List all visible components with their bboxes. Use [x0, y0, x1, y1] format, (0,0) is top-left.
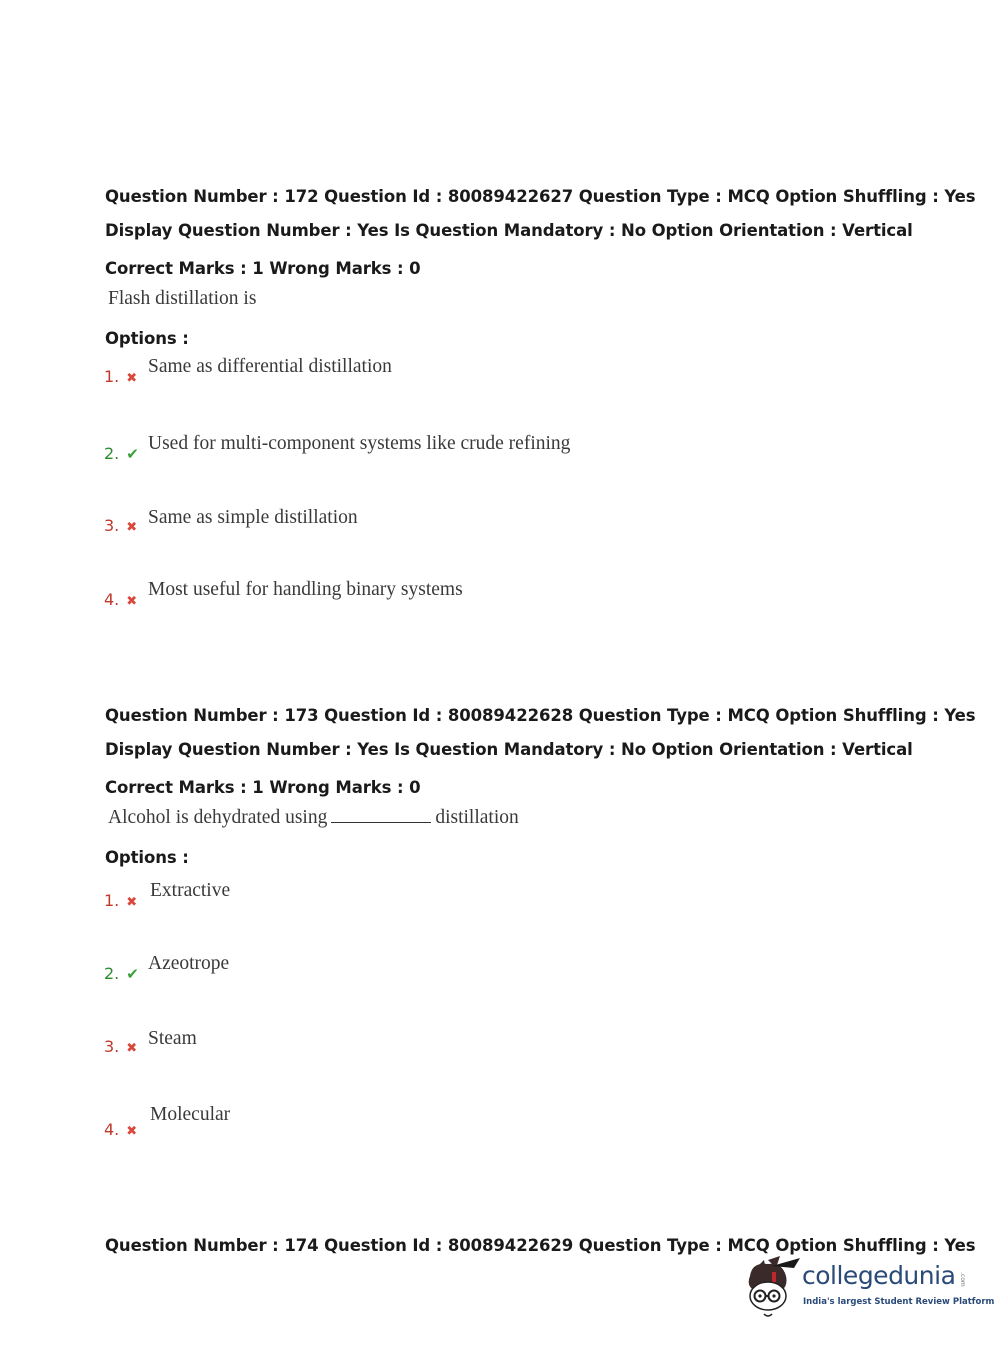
question-172-options-label: Options : [105, 329, 189, 348]
logo-suffix: .com [959, 1272, 966, 1287]
q172-option-3-number: 3. ✖ [104, 516, 138, 535]
cross-icon: ✖ [126, 1041, 138, 1056]
question-173-marks: Correct Marks : 1 Wrong Marks : 0 [105, 778, 421, 797]
collegedunia-logo [742, 1256, 995, 1318]
question-173-stem: Alcohol is dehydrated using distillation [108, 807, 519, 828]
question-174-meta-line-1: Question Number : 174 Question Id : 80089422629 Question Type : MCQ Option Shuffling : Yes [105, 1236, 976, 1255]
question-173-options-label: Options : [105, 848, 189, 867]
question-173-meta-line-2: Display Question Number : Yes Is Question Mandatory : No Option Orientation : Vertical [105, 740, 913, 759]
cross-icon: ✖ [126, 1124, 138, 1139]
cross-icon: ✖ [126, 594, 138, 609]
question-173-meta-line-1: Question Number : 173 Question Id : 80089422628 Question Type : MCQ Option Shuffling : Yes [105, 706, 976, 725]
q173-option-4-text: Molecular [150, 1104, 231, 1125]
q173-option-1-number: 1. ✖ [104, 891, 138, 910]
q173-option-3-text: Steam [148, 1028, 197, 1049]
logo-tagline: India's largest Student Review Platform [803, 1297, 995, 1307]
cross-icon: ✖ [126, 895, 138, 910]
q173-option-3-number: 3. ✖ [104, 1037, 138, 1056]
check-icon: ✔ [126, 445, 139, 463]
q173-option-1-text: Extractive [150, 880, 231, 901]
question-172-meta-line-1: Question Number : 172 Question Id : 80089422627 Question Type : MCQ Option Shuffling : Yes [105, 187, 976, 206]
cross-icon: ✖ [126, 520, 138, 535]
question-172-stem: Flash distillation is [108, 288, 257, 309]
q173-option-2-number: 2. ✔ [104, 964, 139, 983]
q172-option-3-text: Same as simple distillation [148, 507, 358, 528]
q172-option-2-text: Used for multi-component systems like crude refining [148, 433, 571, 454]
q172-option-2-number: 2. ✔ [104, 444, 139, 463]
student-mascot-icon [742, 1256, 802, 1318]
q172-option-1-number: 1. ✖ [104, 367, 138, 386]
question-172-marks: Correct Marks : 1 Wrong Marks : 0 [105, 259, 421, 278]
logo-wordmark: collegedunia [802, 1261, 956, 1290]
check-icon: ✔ [126, 965, 139, 983]
fill-in-blank [331, 806, 431, 823]
q172-option-4-text: Most useful for handling binary systems [148, 579, 463, 600]
q172-option-1-text: Same as differential distillation [148, 356, 392, 377]
q173-option-2-text: Azeotrope [148, 953, 230, 974]
q173-option-4-number: 4. ✖ [104, 1120, 138, 1139]
q172-option-4-number: 4. ✖ [104, 590, 138, 609]
question-172-meta-line-2: Display Question Number : Yes Is Question Mandatory : No Option Orientation : Vertical [105, 221, 913, 240]
cross-icon: ✖ [126, 371, 138, 386]
